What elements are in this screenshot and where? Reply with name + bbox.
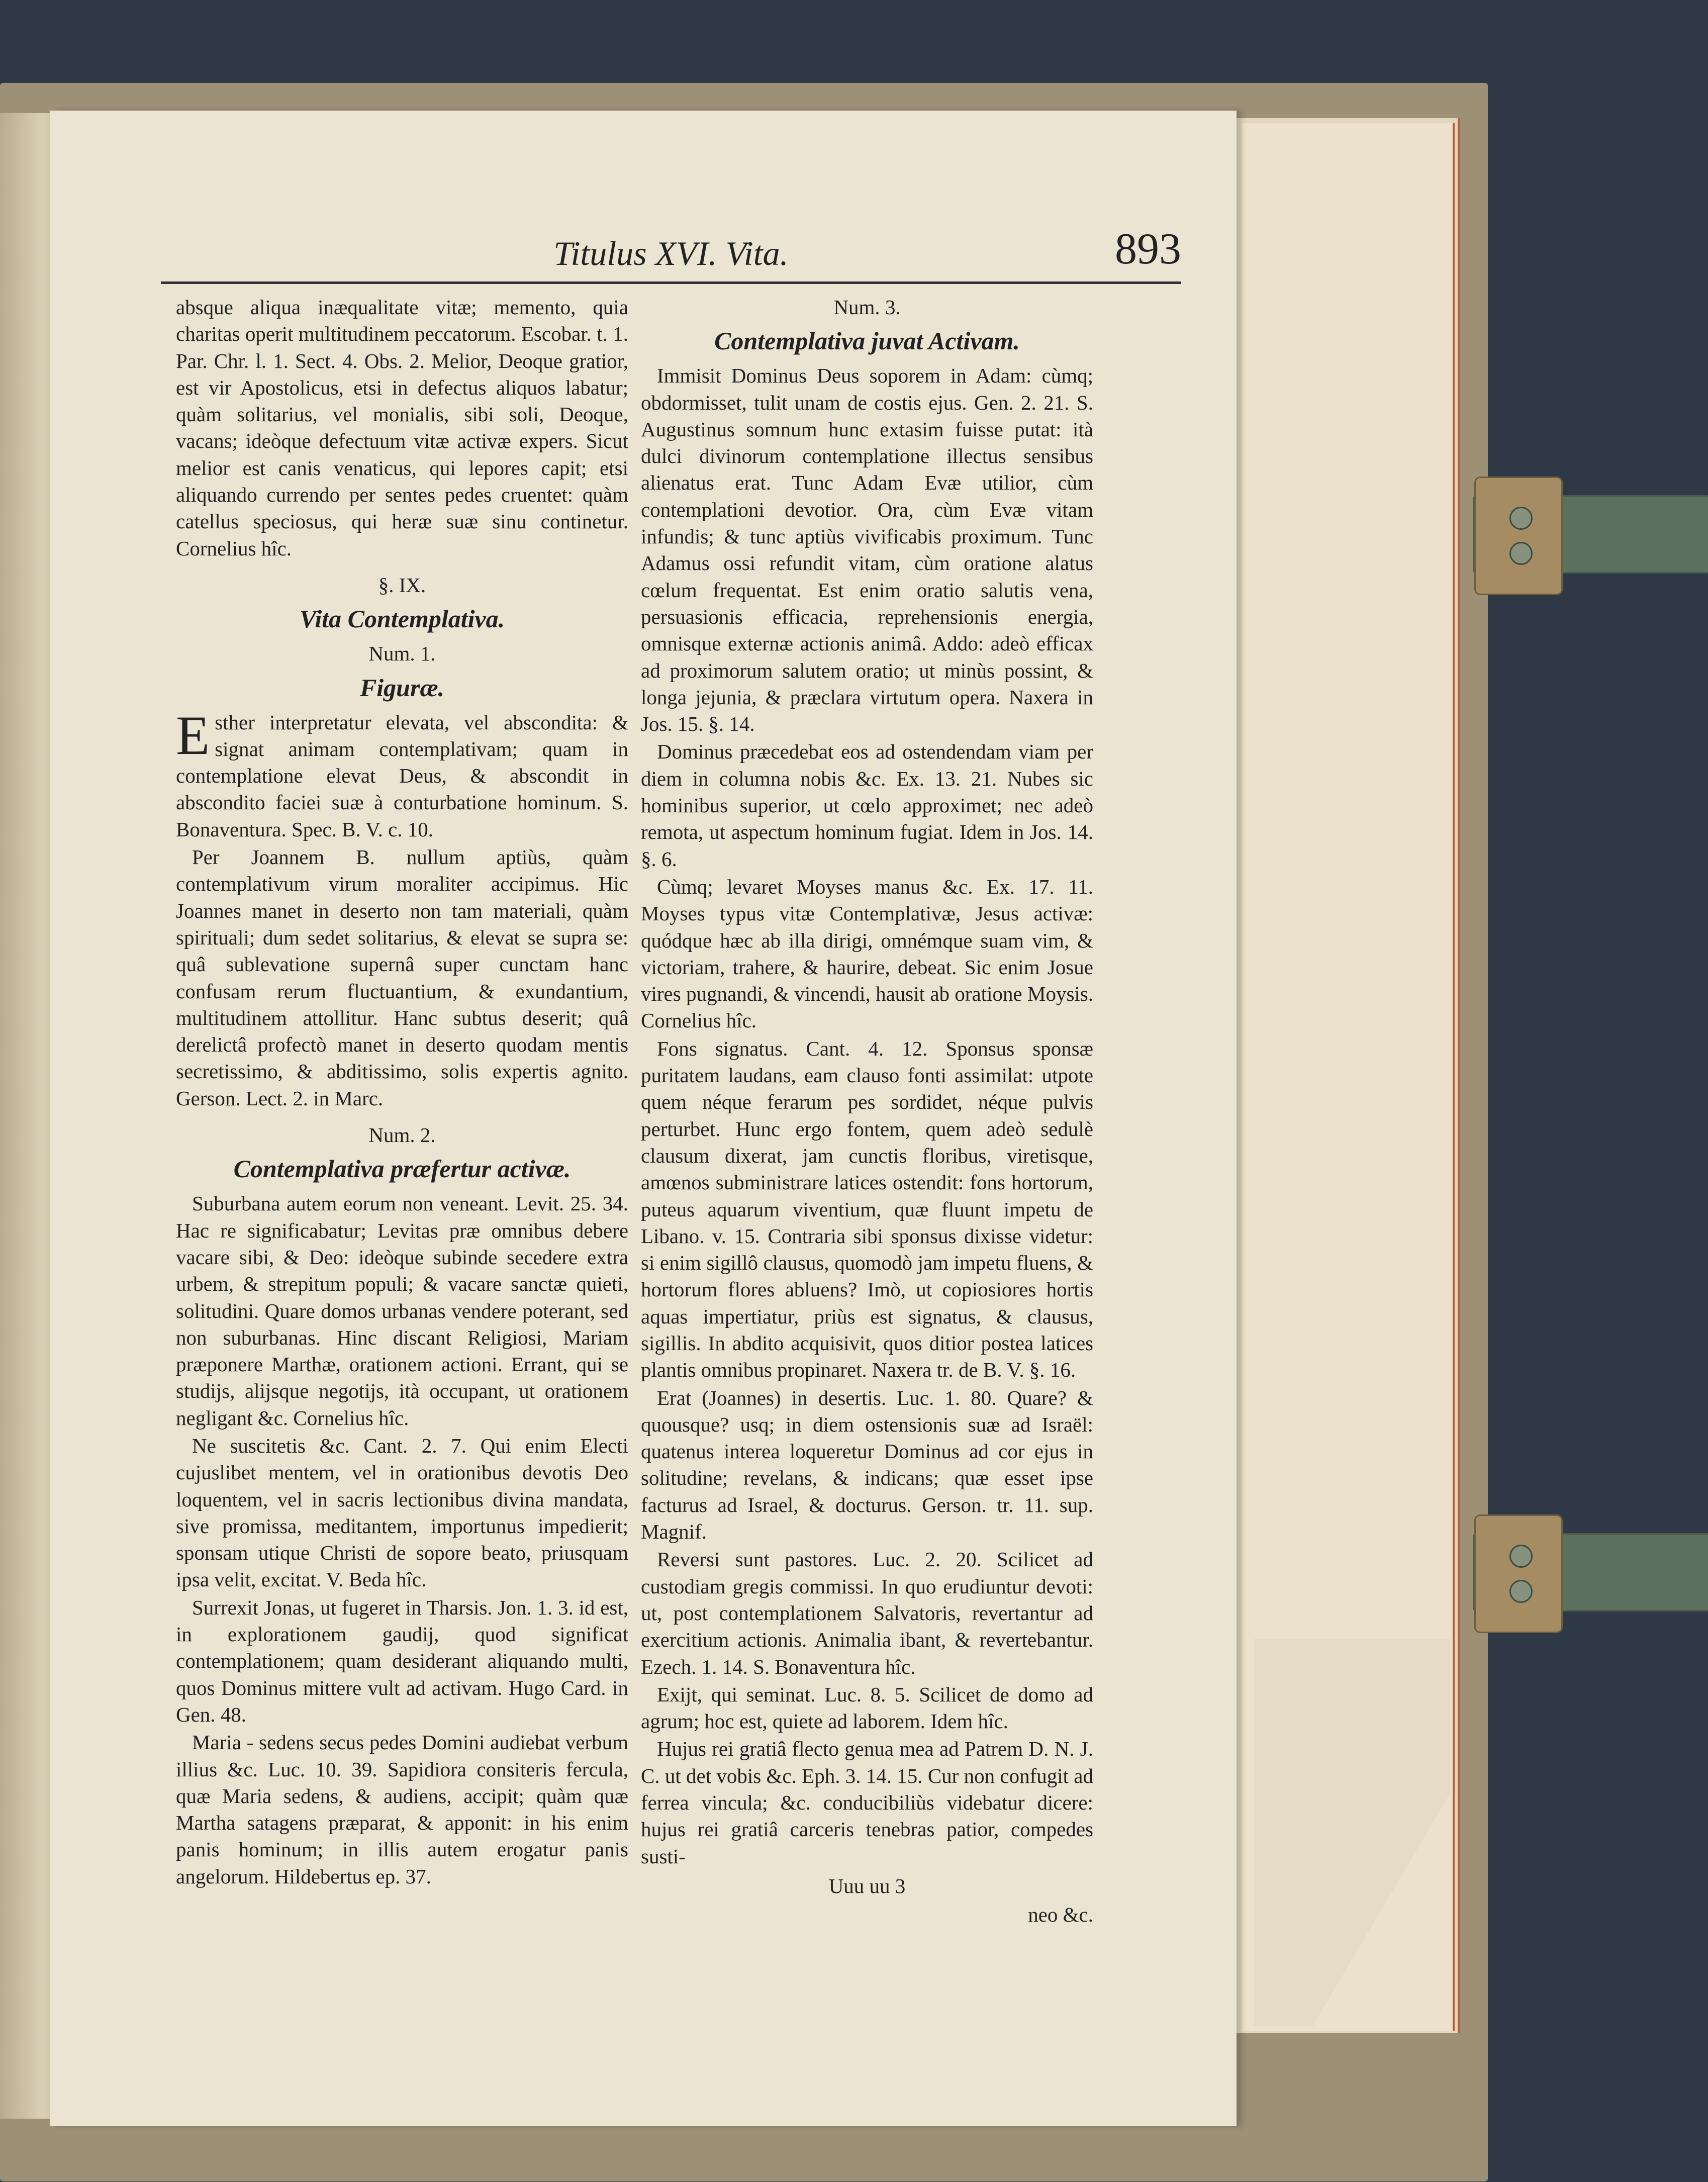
drop-cap: E xyxy=(176,704,210,766)
paragraph: Hujus rei gratiâ flecto genua mea ad Patrem D. N. J. C. ut det vobis &c. Eph. 3. 14. 15. Cur non confugit ad ferrea vincula; &c. conducibiliùs videbatur dicere: hujus rei gratiâ carceris tenebras patior, compedes susti- xyxy=(641,1737,1093,1868)
paragraph-text: sther interpretatur elevata, vel abscondita: & signat animam contemplativam; quam in contemplatione elevat Deus, & abscondit in abscondito faciei suæ à conturbatione hominum. S. Bonaventura. Spec. B. V. c. 10. xyxy=(176,710,628,841)
subsection-title: Contemplativa juvat Activam. xyxy=(714,327,1020,355)
rivet-icon xyxy=(1509,1580,1533,1603)
paragraph: Dominus præcedebat eos ad ostendendam viam per diem in columna nobis &c. Ex. 13. 21. Nubes sic hominibus superior, ut cœlo approximet; nec adeò remota, ut aspectum hominum fugiat. Idem in Jos. 14. §. 6. xyxy=(641,740,1093,871)
paragraph: Reversi sunt pastores. Luc. 2. 20. Scilicet ad custodiam gregis commissi. In quo erudiuntur devoti: ut, post contemplationem Salvatoris, revertantur ad exercitium actionis. Animalia ibant, & revertebantur. Ezech. 1. 14. S. Bonaventura hîc. xyxy=(641,1548,1093,1678)
paragraph: Maria - sedens secus pedes Domini audiebat verbum illius &c. Luc. 10. 39. Sapidiora consiteris fercula, quæ Maria sedens, & audiens, accipit; quàm quæ Martha satagens præparat, & apponit: in his enim panis hominum; in illis autem erogatur panis angelorum. Hildebertus ep. 37. xyxy=(176,1731,628,1888)
subsection-title: Figuræ. xyxy=(359,673,445,702)
subsection-number: Num. 1. xyxy=(368,642,436,666)
paragraph: Exijt, qui seminat. Luc. 8. 5. Scilicet de domo ad agrum; hoc est, quiete ad laborem. Idem hîc. xyxy=(641,1682,1093,1733)
subsection-number: Num. 3. xyxy=(833,296,901,319)
catchword: neo &c. xyxy=(1028,1903,1093,1927)
paragraph xyxy=(176,704,628,843)
clasp-hinge xyxy=(1474,477,1563,595)
clasp-hinge xyxy=(1474,1514,1563,1633)
rivet-icon xyxy=(1509,507,1533,530)
clasp-lower xyxy=(1473,1533,1708,1611)
rivet-icon xyxy=(1509,542,1533,565)
running-title: Titulus XVI. Vita. xyxy=(553,234,789,272)
right-column xyxy=(641,294,1093,1929)
clasp-upper xyxy=(1473,495,1708,574)
paragraph: Per Joannem B. nullum aptiùs, quàm contemplativum virum moraliter accipimus. Hic Joannes manet in deserto non tam materiali, quàm spirituali; dum sedet solitarius, & elevat se supra se: quâ sublevatione supernâ super cunctam hanc confusam rerum fluctuantium, & exundantium, multitudinem attollitur. Hanc subtus deserit; quâ derelictâ profectò manet in deserto quodam mentis secretissimo, & abditissimo, solis expertis agnito. Gerson. Lect. 2. in Marc. xyxy=(176,845,628,1110)
section-number: §. IX. xyxy=(378,573,426,597)
paragraph: Fons signatus. Cant. 4. 12. Sponsus sponsæ puritatem laudans, eam clauso fonti assimilat: utpote quem néque ferarum pes sordidet, néque pulvis perturbet. Hunc ergo fontem, quem adeò sedulè clausum dixerat, jam cunctis floribus, viretisque, amœnos subministrare latices ostendit: fons hortorum, puteus aquarum viventium, quæ fluunt impetu de Libano. v. 15. Contraria sibi sponsus dixisse videtur: si enim sigillô clausus, quomodò jam impetu fluens, & hortorum flores abluens? Imò, ut copiosiores hortis aquas impertiatur, priùs est signatus, & clausus, sigillis. In abdito acquisivit, quos ditior postea latices plantis omnibus propinaret. Naxera tr. de B. V. §. 16. xyxy=(641,1036,1093,1382)
paragraph: Cùmq; levaret Moyses manus &c. Ex. 17. 11. Moyses typus vitæ Contemplativæ, Jesus activæ: quódque hæc ab illa dirigi, omnémque suam vim, & victoriam, trahere, & haurire, debeat. Sic enim Josue vires pugnandi, & vincendi, hausit ab oratione Moysis. Cornelius hîc. xyxy=(641,875,1093,1032)
section-title: Vita Contemplativa. xyxy=(299,605,505,633)
paragraph: absque aliqua inæqualitate vitæ; memento, quia charitas operit multitudinem peccatorum. Escobar. t. 1. Par. Chr. l. 1. Sect. 4. Obs. 2. Melior, Deoque gratior, est vir Apostolicus, etsi in defectus aliquos labatur; quàm solitarius, vel monialis, sibi soli, Deoque, vacans; ideòque defectuum vitæ activæ expers. Sicut melior est canis venaticus, qui lepores capit; etsi aliquando currendo per sentes pedes cruentet: quàm catellus speciosus, qui heræ suæ sinu continetur. Cornelius hîc. xyxy=(176,296,628,560)
left-column xyxy=(176,294,628,1891)
paragraph: Erat (Joannes) in desertis. Luc. 1. 80. Quare? & quousque? usq; in diem ostensionis suæ ad Israël: quatenus interea loqueretur Dominus ad cor ejus in solitudine; revelans, & indicans; quæ esset ipse facturus ad Israel, & docturus. Gerson. tr. 11. sup. Magnif. xyxy=(641,1386,1093,1544)
page-number: 893 xyxy=(1115,225,1181,273)
subsection-number: Num. 2. xyxy=(368,1123,436,1147)
subsection-title: Contemplativa præfertur activæ. xyxy=(233,1155,571,1183)
signature-mark: Uuu uu 3 xyxy=(828,1874,906,1898)
rivet-icon xyxy=(1509,1545,1533,1568)
running-header xyxy=(161,224,1181,284)
paragraph: Ne suscitetis &c. Cant. 2. 7. Qui enim Electi cujuslibet mentem, vel in orationibus devotis Deo loquentem, vel in sacris lectionibus divina mandata, sive promissa, meditantem, importunus impedierit; sponsam utique Christi de sopore beato, priusquam ipsa velit, excitat. V. Beda hîc. xyxy=(176,1434,628,1591)
paragraph: Suburbana autem eorum non veneant. Levit. 25. 34. Hac re significabatur; Levitas præ omnibus debere vacare sibi, & Deo: ideòque subinde secedere extra urbem, & strepitum populi; & vacare sanctæ quieti, solitudini. Quare domos urbanas vendere poterant, sed non suburbanas. Hinc discant Religiosi, Mariam præponere Marthæ, orationem actioni. Errant, qui se studijs, alijsque negotijs, ità occupant, ut orationem negligant &c. Cornelius hîc. xyxy=(176,1192,628,1430)
paragraph: Immisit Dominus Deus soporem in Adam: cùmq; obdormisset, tulit unam de costis ejus. Gen. 2. 21. S. Augustinus somnum hunc extasim fuisse putat: ità dulci divinorum contemplatione illectus sensibus alienatus erat. Tunc Adam Evæ utilior, cùm contemplationi devotior. Ora, cùm Evæ vitam infundis; & tunc aptiùs vivificabis proximum. Tunc Adamus ossi refundit vitam, cùm oratione alatus cœlum frequentat. Est enim oratio salutis vena, persuasionis efficacia, reprehensionis energia, omnisque externæ actionis animâ. Addo: adeò efficax ad proximorum salutem oratio; ut minùs possint, & longa jejunia, & præclara virtutum opera. Naxera in Jos. 15. §. 14. xyxy=(641,364,1093,736)
paragraph: Surrexit Jonas, ut fugeret in Tharsis. Jon. 1. 3. id est, in explorationem gaudij, quod significat contemplationem; quam desiderant aliquando multi, quos Dominus mittere vult ad activam. Hugo Card. in Gen. 48. xyxy=(176,1595,628,1726)
